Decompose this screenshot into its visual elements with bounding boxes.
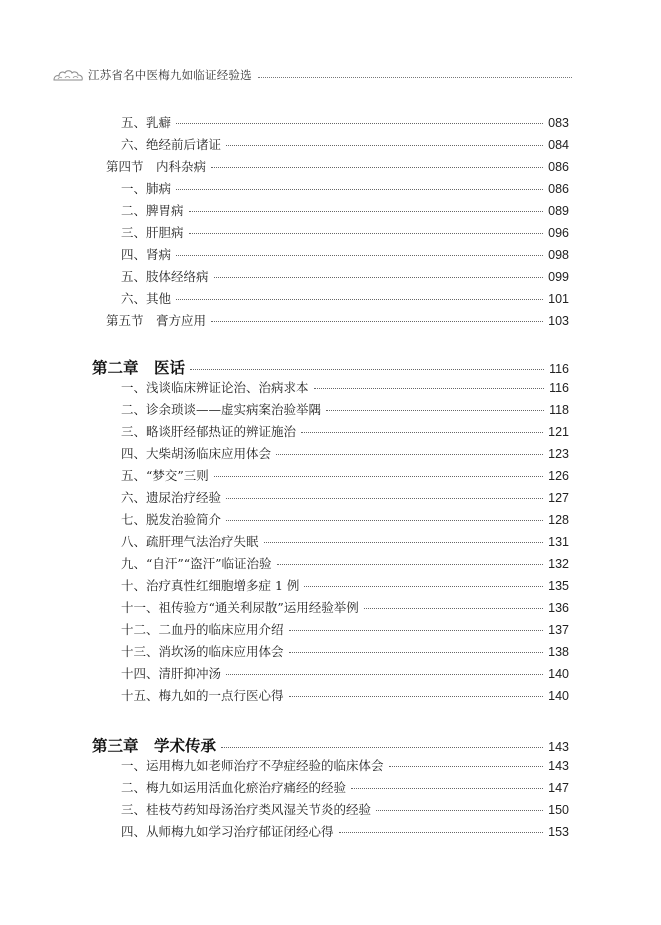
toc-entry[interactable] [121, 664, 569, 684]
toc-entry-title: 二、梅九如运用活血化瘀治疗痛经的经验 [121, 780, 347, 795]
toc-entry-page: 116 [549, 381, 569, 395]
toc-entry-title: 十四、清肝抑冲汤 [121, 666, 222, 681]
toc-entry[interactable] [121, 400, 569, 420]
toc-entry[interactable] [121, 245, 569, 265]
toc-chapter[interactable] [92, 734, 569, 754]
dot-leader [176, 123, 543, 124]
toc-entry-page: 131 [548, 535, 569, 549]
toc-chapter-title: 第三章 学术传承 [92, 737, 217, 755]
toc-entry-title: 六、绝经前后诸证 [121, 137, 222, 152]
dot-leader [226, 145, 543, 146]
toc-entry[interactable] [121, 267, 569, 287]
toc-entry-title: 三、桂枝芍药知母汤治疗类风湿关节炎的经验 [121, 802, 372, 817]
toc-entry-title: 十、治疗真性红细胞增多症 1 例 [121, 578, 300, 593]
dot-leader [221, 747, 543, 748]
toc-entry-page: 143 [548, 740, 569, 754]
toc-entry-title: 一、肺病 [121, 181, 172, 196]
toc-entry-title: 四、从师梅九如学习治疗郁证闭经心得 [121, 824, 334, 839]
dot-leader [326, 410, 544, 411]
toc-entry[interactable] [121, 510, 569, 530]
toc-entry-page: 140 [548, 667, 569, 681]
dot-leader [214, 277, 544, 278]
toc-entry[interactable] [121, 201, 569, 221]
toc-entry[interactable] [121, 532, 569, 552]
toc-entry[interactable] [121, 179, 569, 199]
toc-section[interactable] [106, 157, 569, 177]
toc-entry-page: 143 [548, 759, 569, 773]
toc-entry[interactable] [121, 778, 569, 798]
toc-entry[interactable] [121, 756, 569, 776]
dot-leader [214, 476, 543, 477]
dot-leader [226, 674, 543, 675]
toc-entry-title: 四、肾病 [121, 247, 172, 262]
toc-chapter-title: 第二章 医话 [92, 359, 186, 377]
toc-entry-page: 127 [548, 491, 569, 505]
toc-entry[interactable] [121, 378, 569, 398]
dot-leader [301, 432, 543, 433]
toc-entry-title: 五、“梦交”三则 [121, 468, 209, 483]
toc-entry-page: 101 [548, 292, 569, 306]
toc-entry-title: 四、大柴胡汤临床应用体会 [121, 446, 272, 461]
dot-leader [376, 810, 543, 811]
toc-entry-page: 103 [548, 314, 569, 328]
toc-entry-page: 086 [548, 160, 569, 174]
dot-leader [264, 542, 544, 543]
dot-leader [189, 211, 544, 212]
dot-leader [226, 520, 543, 521]
toc-entry-page: 128 [548, 513, 569, 527]
dot-leader [289, 652, 544, 653]
toc-entry-page: 086 [548, 182, 569, 196]
toc-section[interactable] [106, 311, 569, 331]
toc-entry-title: 三、略谈肝经郁热证的辨证施治 [121, 424, 297, 439]
toc-entry[interactable] [121, 113, 569, 133]
dot-leader [289, 630, 544, 631]
toc-entry-page: 083 [548, 116, 569, 130]
toc-entry-title: 七、脱发治验简介 [121, 512, 222, 527]
dot-leader [339, 832, 544, 833]
toc-entry[interactable] [121, 822, 569, 842]
toc-entry-page: 096 [548, 226, 569, 240]
toc-entry[interactable] [121, 444, 569, 464]
toc-entry-page: 121 [548, 425, 569, 439]
toc-entry[interactable] [121, 135, 569, 155]
dot-leader [176, 299, 543, 300]
toc-entry[interactable] [121, 466, 569, 486]
dot-leader [351, 788, 543, 789]
toc-entry-page: 136 [548, 601, 569, 615]
toc-entry-title: 八、疏肝理气法治疗失眠 [121, 534, 259, 549]
toc-entry-page: 123 [548, 447, 569, 461]
toc-entry[interactable] [121, 422, 569, 442]
dot-leader [176, 189, 543, 190]
header-title: 江苏省名中医梅九如临证经验选 [88, 68, 252, 82]
toc-entry-title: 二、诊余琐谈——虚实病案治验举隅 [121, 402, 322, 417]
dot-leader [226, 498, 543, 499]
toc-entry-page: 138 [548, 645, 569, 659]
toc-entry-page: 098 [548, 248, 569, 262]
toc-entry-title: 九、“自汗”“盗汗”临证治验 [121, 556, 272, 571]
toc-entry-page: 135 [548, 579, 569, 593]
toc-entry-title: 十一、祖传验方“通关利尿散”运用经验举例 [121, 600, 359, 615]
toc-entry-title: 一、运用梅九如老师治疗不孕症经验的临床体会 [121, 758, 384, 773]
dot-leader [364, 608, 543, 609]
dot-leader [190, 369, 544, 370]
toc-entry-page: 099 [548, 270, 569, 284]
toc-entry[interactable] [121, 488, 569, 508]
toc-entry[interactable] [121, 289, 569, 309]
toc-entry[interactable] [121, 642, 569, 662]
dot-leader [176, 255, 543, 256]
toc-entry[interactable] [121, 576, 569, 596]
toc-entry-page: 150 [548, 803, 569, 817]
dot-leader [314, 388, 545, 389]
dot-leader [189, 233, 544, 234]
toc-entry[interactable] [121, 620, 569, 640]
toc-entry-title: 一、浅谈临床辨证论治、治病求本 [121, 380, 309, 395]
toc-entry-page: 116 [549, 362, 569, 376]
toc-entry-title: 十三、消坎汤的临床应用体会 [121, 644, 284, 659]
toc-entry-page: 084 [548, 138, 569, 152]
dot-leader [289, 696, 544, 697]
toc-entry-title: 六、遗尿治疗经验 [121, 490, 222, 505]
toc-entry-page: 147 [548, 781, 569, 795]
dot-leader [211, 321, 543, 322]
dot-leader [304, 586, 543, 587]
toc-entry-page: 140 [548, 689, 569, 703]
toc-section-title: 第四节 内科杂病 [106, 159, 207, 174]
toc-entry-title: 十五、梅九如的一点行医心得 [121, 688, 284, 703]
toc-entry[interactable] [121, 686, 569, 706]
toc-entry-page: 153 [548, 825, 569, 839]
toc-entry-page: 137 [548, 623, 569, 637]
dot-leader [276, 454, 543, 455]
toc-entry-page: 126 [548, 469, 569, 483]
toc-entry-page: 118 [549, 403, 569, 417]
toc-entry[interactable] [121, 223, 569, 243]
toc-entry[interactable] [121, 598, 569, 618]
dot-leader [277, 564, 544, 565]
toc-section-title: 第五节 膏方应用 [106, 313, 207, 328]
toc-entry-page: 132 [548, 557, 569, 571]
dot-leader [389, 766, 544, 767]
toc-entry-page: 089 [548, 204, 569, 218]
dot-leader [211, 167, 543, 168]
toc-entry-title: 三、肝胆病 [121, 225, 184, 240]
toc-entry-title: 五、乳癖 [121, 115, 172, 130]
toc-entry[interactable] [121, 800, 569, 820]
toc-chapter[interactable] [92, 356, 569, 376]
toc-entry-title: 二、脾胃病 [121, 203, 184, 218]
toc-entry-title: 五、肢体经络病 [121, 269, 209, 284]
toc-entry-title: 六、其他 [121, 291, 172, 306]
toc-entry[interactable] [121, 554, 569, 574]
toc-entry-title: 十二、二血丹的临床应用介绍 [121, 622, 284, 637]
